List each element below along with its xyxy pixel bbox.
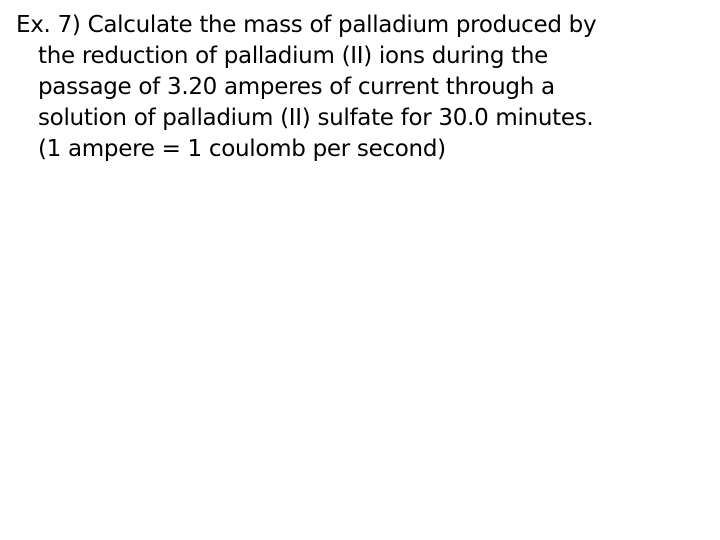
problem-line-3: passage of 3.20 amperes of current through a	[38, 74, 555, 100]
problem-line-4: solution of palladium (II) sulfate for 30.0 minutes.	[38, 105, 594, 131]
problem-line-1: Ex. 7) Calculate the mass of palladium produced by	[16, 12, 597, 38]
problem-line-5: (1 ampere = 1 coulomb per second)	[38, 136, 446, 162]
problem-statement	[16, 10, 706, 165]
problem-line-2: the reduction of palladium (II) ions during the	[38, 43, 548, 69]
